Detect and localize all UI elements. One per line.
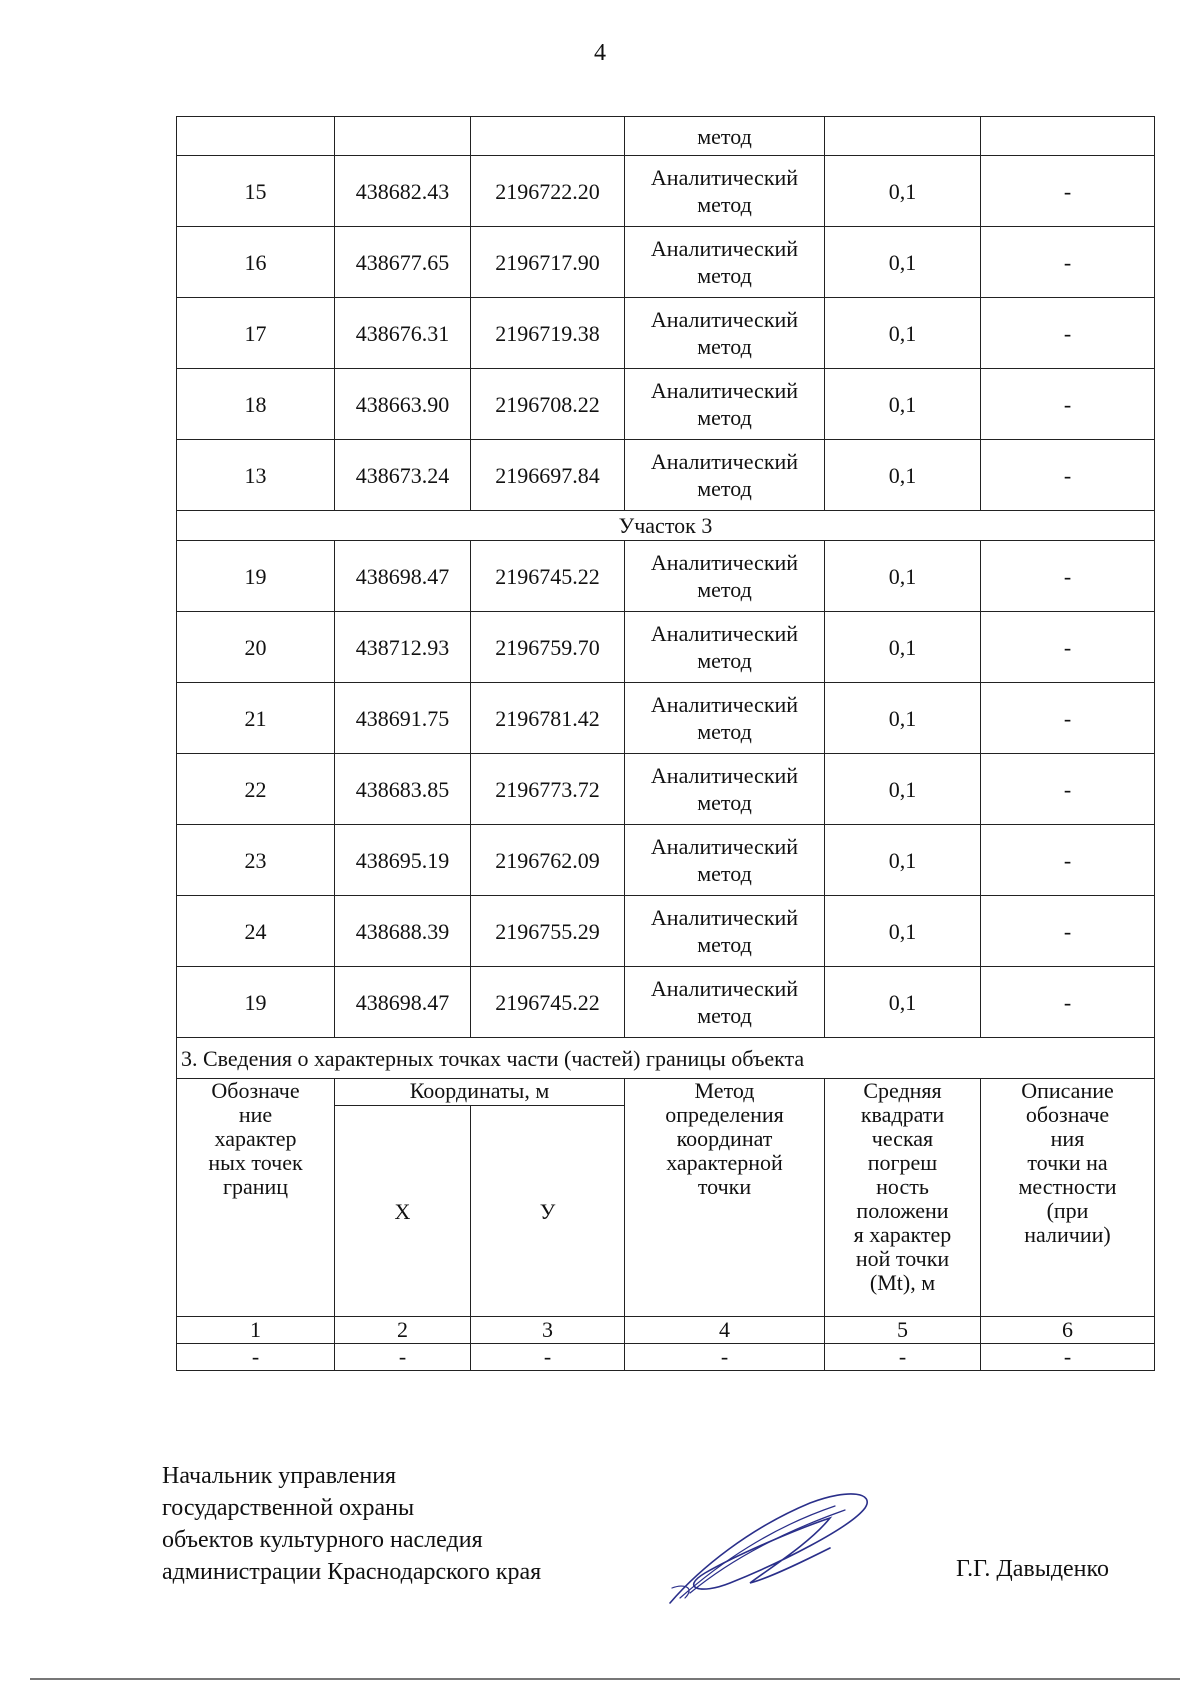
header-designation: Обозначе ние характер ных точек границ [177, 1079, 335, 1317]
table-row [177, 683, 1155, 754]
y-cell: 2196759.70 [471, 612, 625, 683]
point-cell: 19 [177, 967, 335, 1038]
point-cell: 17 [177, 298, 335, 369]
header-method: Метод определения координат характерной точки [625, 1079, 825, 1317]
mt-cell: 0,1 [825, 896, 981, 967]
header-description: Описание обозначе ния точки на местности (при наличии) [981, 1079, 1155, 1317]
signer-title: Начальник управления государственной охраны объектов культурного наследия администрации Краснодарского края [162, 1463, 542, 1585]
method-cell: Аналитический метод [625, 369, 825, 440]
point-cell: 15 [177, 156, 335, 227]
table-row [177, 967, 1155, 1038]
table-row [177, 298, 1155, 369]
table-row [177, 440, 1155, 511]
empty-data-row: - - - - - - [177, 1344, 1155, 1371]
x-cell: 438688.39 [335, 896, 471, 967]
mt-cell: 0,1 [825, 227, 981, 298]
mt-cell: 0,1 [825, 440, 981, 511]
table-row [177, 227, 1155, 298]
mt-cell: 0,1 [825, 825, 981, 896]
mt-cell: 0,1 [825, 683, 981, 754]
method-cell: Аналитический метод [625, 612, 825, 683]
method-cell: Аналитический метод [625, 156, 825, 227]
description-cell: - [981, 227, 1155, 298]
y-cell: 2196722.20 [471, 156, 625, 227]
x-cell: 438682.43 [335, 156, 471, 227]
signer-name: Г.Г. Давыденко [956, 1556, 1109, 1582]
method-cell: Аналитический метод [625, 440, 825, 511]
description-cell: - [981, 896, 1155, 967]
coordinates-table [176, 116, 1155, 1371]
x-cell: 438698.47 [335, 967, 471, 1038]
table-row [177, 117, 1155, 156]
y-cell: 2196745.22 [471, 967, 625, 1038]
y-cell: 2196717.90 [471, 227, 625, 298]
method-cell: метод [625, 117, 825, 156]
x-cell: 438698.47 [335, 541, 471, 612]
description-cell: - [981, 612, 1155, 683]
y-cell: 2196762.09 [471, 825, 625, 896]
description-cell: - [981, 825, 1155, 896]
x-cell: 438683.85 [335, 754, 471, 825]
point-cell: 19 [177, 541, 335, 612]
y-cell: 2196745.22 [471, 541, 625, 612]
y-cell: 2196697.84 [471, 440, 625, 511]
header-row [177, 1079, 1155, 1106]
point-cell: 13 [177, 440, 335, 511]
table-row [177, 541, 1155, 612]
mt-cell: 0,1 [825, 298, 981, 369]
x-cell: 438695.19 [335, 825, 471, 896]
mt-cell: 0,1 [825, 156, 981, 227]
description-cell: - [981, 541, 1155, 612]
method-cell: Аналитический метод [625, 541, 825, 612]
method-cell: Аналитический метод [625, 825, 825, 896]
mt-cell: 0,1 [825, 541, 981, 612]
table-row [177, 896, 1155, 967]
mt-cell: 0,1 [825, 967, 981, 1038]
method-cell: Аналитический метод [625, 298, 825, 369]
handwritten-signature [660, 1488, 900, 1608]
table-row [177, 754, 1155, 825]
description-cell: - [981, 156, 1155, 227]
method-cell: Аналитический метод [625, 754, 825, 825]
method-cell: Аналитический метод [625, 967, 825, 1038]
description-cell: - [981, 440, 1155, 511]
description-cell: - [981, 683, 1155, 754]
header-y: У [471, 1106, 625, 1317]
section-caption-row [177, 1038, 1155, 1079]
method-cell: Аналитический метод [625, 896, 825, 967]
description-cell: - [981, 754, 1155, 825]
header-coords: Координаты, м [335, 1079, 625, 1106]
bottom-divider [30, 1678, 1180, 1680]
x-cell: 438673.24 [335, 440, 471, 511]
section-caption: 3. Сведения о характерных точках части (частей) границы объекта [177, 1038, 1155, 1079]
mt-cell: 0,1 [825, 369, 981, 440]
x-cell: 438712.93 [335, 612, 471, 683]
description-cell: - [981, 967, 1155, 1038]
point-cell: 20 [177, 612, 335, 683]
table-row [177, 156, 1155, 227]
x-cell: 438677.65 [335, 227, 471, 298]
point-cell: 16 [177, 227, 335, 298]
point-cell: 23 [177, 825, 335, 896]
page-number: 4 [594, 40, 606, 66]
table-row [177, 612, 1155, 683]
mt-cell: 0,1 [825, 612, 981, 683]
point-cell: 24 [177, 896, 335, 967]
table-row [177, 369, 1155, 440]
method-cell: Аналитический метод [625, 683, 825, 754]
description-cell: - [981, 298, 1155, 369]
table-row [177, 825, 1155, 896]
point-cell: 21 [177, 683, 335, 754]
method-cell: Аналитический метод [625, 227, 825, 298]
y-cell: 2196708.22 [471, 369, 625, 440]
description-cell: - [981, 369, 1155, 440]
section-label: Участок 3 [177, 511, 1155, 541]
header-mt: Средняя квадрати ческая погреш ность положени я характер ной точки (Mt), м [825, 1079, 981, 1317]
mt-cell: 0,1 [825, 754, 981, 825]
y-cell: 2196755.29 [471, 896, 625, 967]
point-cell: 18 [177, 369, 335, 440]
y-cell: 2196781.42 [471, 683, 625, 754]
section-row [177, 511, 1155, 541]
point-cell: 22 [177, 754, 335, 825]
y-cell: 2196773.72 [471, 754, 625, 825]
x-cell: 438676.31 [335, 298, 471, 369]
column-numbers-row: 1 2 3 4 5 6 [177, 1317, 1155, 1344]
x-cell: 438663.90 [335, 369, 471, 440]
header-x: Х [335, 1106, 471, 1317]
x-cell: 438691.75 [335, 683, 471, 754]
y-cell: 2196719.38 [471, 298, 625, 369]
